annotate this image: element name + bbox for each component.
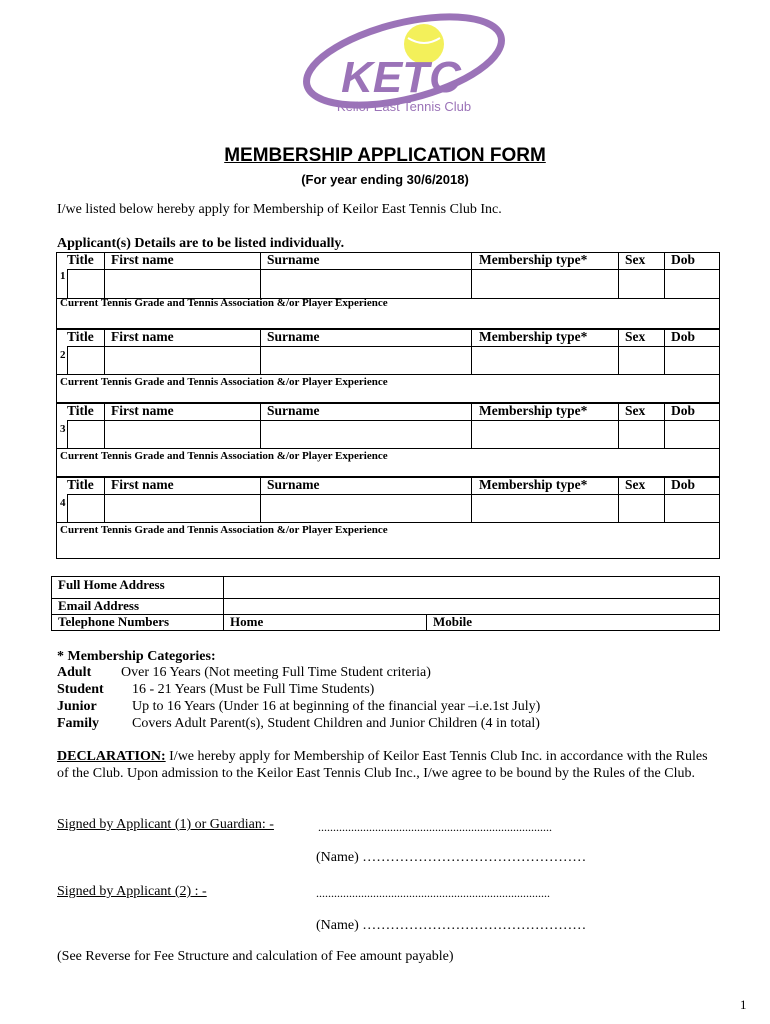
surname-field[interactable] xyxy=(261,494,471,522)
applicant-block-2 xyxy=(56,329,720,403)
sex-field[interactable] xyxy=(619,420,664,448)
category-description: 16 - 21 Years (Must be Full Time Students) xyxy=(132,682,375,697)
col-surname: Surname xyxy=(267,252,320,267)
home-phone-label: Home xyxy=(230,614,264,629)
applicant-number: 1 xyxy=(60,270,66,282)
title-field[interactable] xyxy=(67,346,104,374)
experience-field[interactable] xyxy=(57,311,719,329)
applicant-number: 4 xyxy=(60,497,66,509)
col-sex: Sex xyxy=(625,477,646,492)
applicant-block-3 xyxy=(56,403,720,477)
experience-label: Current Tennis Grade and Tennis Association &/or Player Experience xyxy=(60,524,388,536)
col-surname: Surname xyxy=(267,403,320,418)
applicant-block-1 xyxy=(56,252,720,329)
sex-field[interactable] xyxy=(619,494,664,522)
page-title: MEMBERSHIP APPLICATION FORM xyxy=(224,145,546,166)
intro-text: I/we listed below hereby apply for Membership of Keilor East Tennis Club Inc. xyxy=(57,202,502,217)
experience-field[interactable] xyxy=(57,390,719,403)
col-membership-type: Membership type* xyxy=(479,403,588,418)
mobile-phone-label: Mobile xyxy=(433,614,472,629)
title-field[interactable] xyxy=(67,494,104,522)
signature-2-label: Signed by Applicant (2) : - xyxy=(57,884,207,899)
applicants-heading: Applicant(s) Details are to be listed individually. xyxy=(57,236,345,251)
sex-field[interactable] xyxy=(619,346,664,374)
experience-label: Current Tennis Grade and Tennis Association &/or Player Experience xyxy=(60,297,388,309)
col-sex: Sex xyxy=(625,252,646,267)
dob-field[interactable] xyxy=(665,346,719,374)
applicant-number: 2 xyxy=(60,349,66,361)
signature-2-line[interactable]: .............................................................................. xyxy=(316,886,550,900)
col-sex: Sex xyxy=(625,329,646,344)
title-field[interactable] xyxy=(67,269,104,298)
logo-graphic xyxy=(296,8,506,120)
experience-field[interactable] xyxy=(57,538,719,559)
dob-field[interactable] xyxy=(665,494,719,522)
col-title: Title xyxy=(67,403,94,418)
surname-field[interactable] xyxy=(261,420,471,448)
col-membership-type: Membership type* xyxy=(479,329,588,344)
col-dob: Dob xyxy=(671,252,696,267)
fee-footnote: (See Reverse for Fee Structure and calculation of Fee amount payable) xyxy=(57,949,454,964)
email-field[interactable] xyxy=(224,599,719,614)
col-first-name: First name xyxy=(111,477,174,492)
contact-details-table xyxy=(51,576,720,631)
category-description: Covers Adult Parent(s), Student Children and Junior Children (4 in total) xyxy=(132,716,540,731)
col-membership-type: Membership type* xyxy=(479,252,588,267)
applicant-number: 3 xyxy=(60,423,66,435)
first-name-field[interactable] xyxy=(105,494,260,522)
full-home-address-label: Full Home Address xyxy=(58,577,165,592)
signature-1-label: Signed by Applicant (1) or Guardian: - xyxy=(57,817,274,832)
membership-type-field[interactable] xyxy=(472,346,618,374)
experience-label: Current Tennis Grade and Tennis Association &/or Player Experience xyxy=(60,450,388,462)
dob-field[interactable] xyxy=(665,420,719,448)
col-title: Title xyxy=(67,252,94,267)
sex-field[interactable] xyxy=(619,269,664,298)
col-dob: Dob xyxy=(671,329,696,344)
home-phone-field[interactable] xyxy=(272,615,426,630)
category-name: Junior xyxy=(57,699,97,714)
col-first-name: First name xyxy=(111,329,174,344)
first-name-field[interactable] xyxy=(105,269,260,298)
col-dob: Dob xyxy=(671,403,696,418)
category-description: Over 16 Years (Not meeting Full Time Student criteria) xyxy=(121,665,431,680)
category-name: Student xyxy=(57,682,104,697)
declaration-label: DECLARATION: xyxy=(57,749,166,764)
page-subtitle: (For year ending 30/6/2018) xyxy=(301,172,469,187)
surname-field[interactable] xyxy=(261,346,471,374)
page-number: 1 xyxy=(740,997,747,1012)
col-sex: Sex xyxy=(625,403,646,418)
title-field[interactable] xyxy=(67,420,104,448)
membership-type-field[interactable] xyxy=(472,420,618,448)
telephone-numbers-label: Telephone Numbers xyxy=(58,614,170,629)
col-first-name: First name xyxy=(111,252,174,267)
experience-label: Current Tennis Grade and Tennis Association &/or Player Experience xyxy=(60,376,388,388)
declaration-text: I/we hereby apply for Membership of Keilor East Tennis Club Inc. in accordance with the Rules of the Club. Upon admission to the Keilor East Tennis Club Inc., I/we agree to be bound by the Rules of the Club. xyxy=(57,749,708,781)
applicant-block-4 xyxy=(56,477,720,559)
col-first-name: First name xyxy=(111,403,174,418)
experience-field[interactable] xyxy=(57,464,719,477)
logo-text: KETC xyxy=(341,53,461,102)
first-name-field[interactable] xyxy=(105,420,260,448)
col-surname: Surname xyxy=(267,329,320,344)
first-name-field[interactable] xyxy=(105,346,260,374)
logo-subtitle: Keilor East Tennis Club xyxy=(336,99,472,114)
category-description: Up to 16 Years (Under 16 at beginning of the financial year –i.e.1st July) xyxy=(132,699,541,714)
category-name: Family xyxy=(57,716,99,731)
category-name: Adult xyxy=(57,665,92,680)
name-1-line[interactable]: (Name) ………………………………………… xyxy=(316,850,587,865)
col-membership-type: Membership type* xyxy=(479,477,588,492)
col-title: Title xyxy=(67,329,94,344)
surname-field[interactable] xyxy=(261,269,471,298)
mobile-phone-field[interactable] xyxy=(484,615,719,630)
club-logo xyxy=(296,8,506,120)
col-title: Title xyxy=(67,477,94,492)
col-dob: Dob xyxy=(671,477,696,492)
signature-1-line[interactable]: .............................................................................. xyxy=(318,820,552,834)
dob-field[interactable] xyxy=(665,269,719,298)
categories-heading: * Membership Categories: xyxy=(57,649,216,664)
email-address-label: Email Address xyxy=(58,598,140,613)
home-address-field[interactable] xyxy=(224,577,719,598)
membership-type-field[interactable] xyxy=(472,269,618,298)
col-surname: Surname xyxy=(267,477,320,492)
name-2-line[interactable]: (Name) ………………………………………… xyxy=(316,918,587,933)
membership-type-field[interactable] xyxy=(472,494,618,522)
declaration xyxy=(57,748,717,782)
